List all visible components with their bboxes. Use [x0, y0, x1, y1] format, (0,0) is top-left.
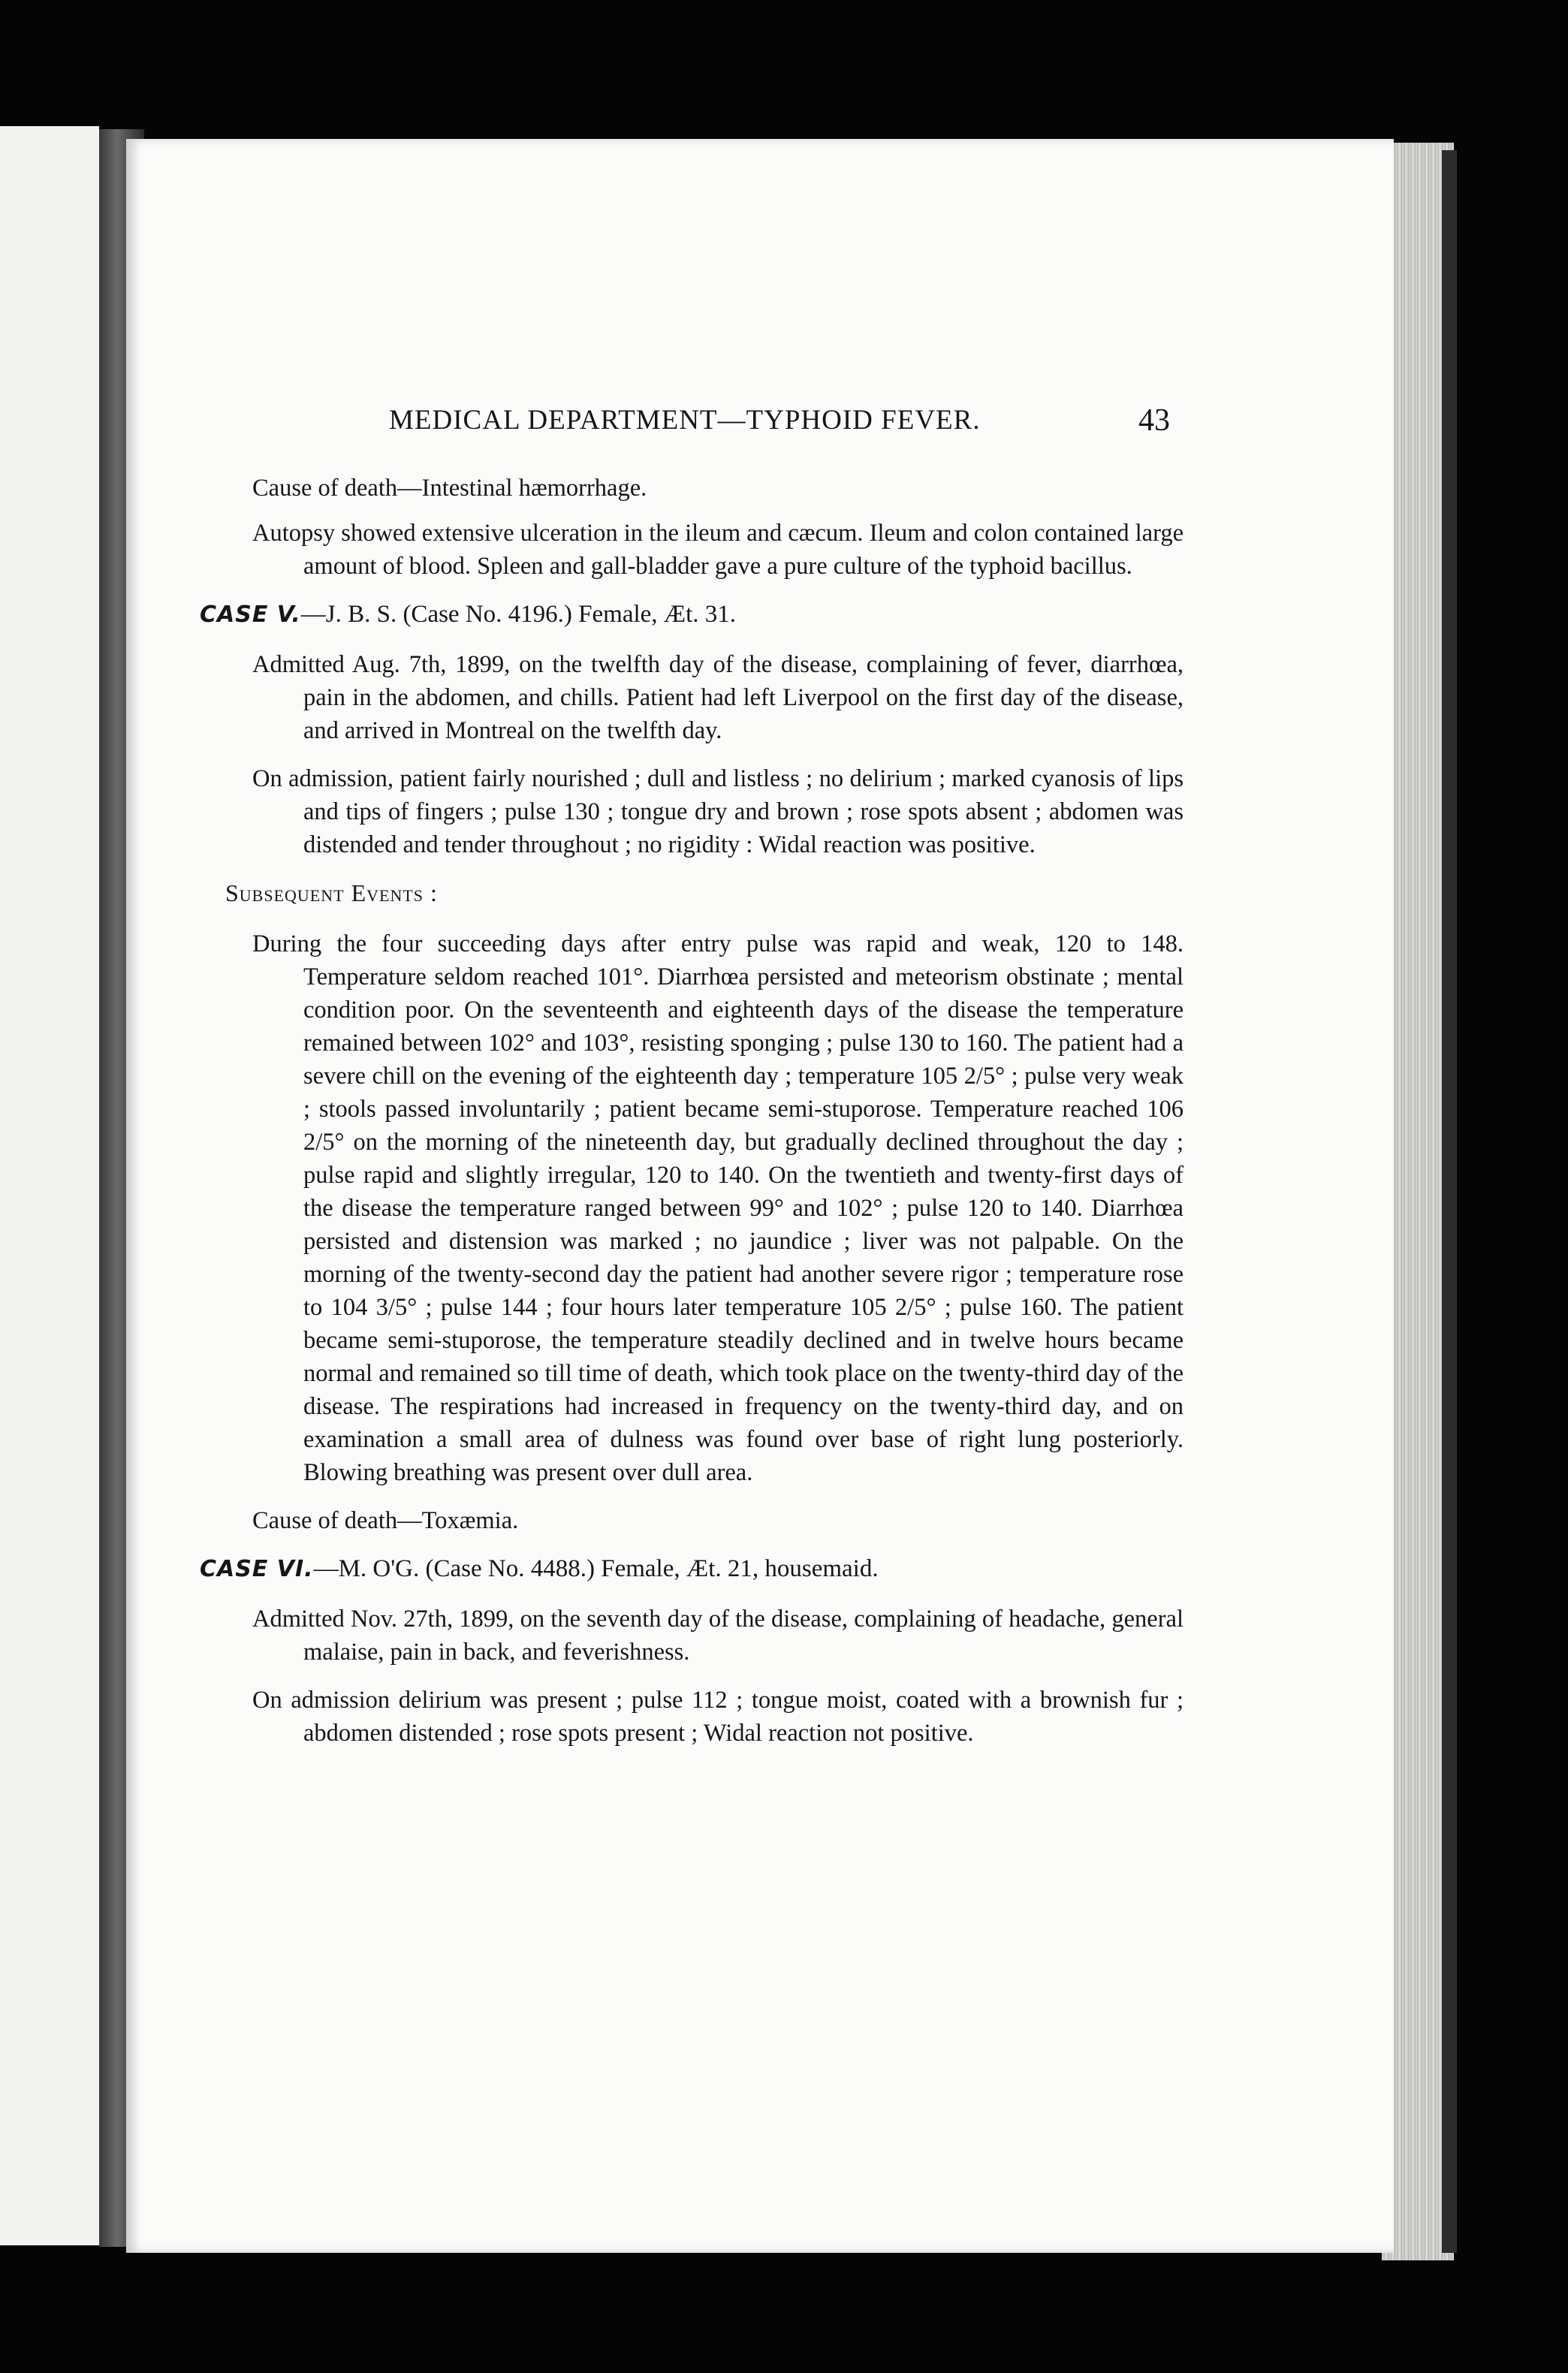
- case5-admitted: Admitted Aug. 7th, 1899, on the twelfth day of the disease, complaining of fever, diarrhœa, pain in the abdomen, and chills. Patient had left Liverpool on the first day of the disease, and arrived in Montreal on the twelfth day.: [252, 651, 1184, 744]
- running-header: MEDICAL DEPARTMENT—TYPHOID FEVER.: [389, 405, 981, 436]
- case5-heading: [200, 598, 1184, 632]
- page-number: 43: [1138, 403, 1170, 438]
- case6-heading: [200, 1552, 1184, 1586]
- case4-cause-of-death: Cause of death—Intestinal hæmorrhage.: [252, 475, 647, 502]
- case6-admitted: Admitted Nov. 27th, 1899, on the seventh day of the disease, complaining of headache, general malaise, pain in back, and feverishness.: [252, 1606, 1184, 1666]
- case5-subsequent-events: During the four succeeding days after entry pulse was rapid and weak, 120 to 148. Temperature seldom reached 101°. Diarrhœa persisted and meteorism obstinate ; mental condition poor. On the seventeenth and eighteenth days of the disease the temperature remained between 102° and 103°, resisting sponging ; pulse 130 to 160. The patient had a severe chill on the evening of the eighteenth day ; temperature 105 2/5° ; pulse very weak ; stools passed involuntarily ; patient became semi-stuporose. Temperature reached 106 2/5° on the morning of the nineteenth day, but gradually declined throughout the day ; pulse rapid and slightly irregular, 120 to 140. On the twentieth and twenty-first days of the disease the temperature ranged between 99° and 102° ; pulse 120 to 140. Diarrhœa persisted and distension was marked ; no jaundice ; liver was not palpable. On the morning of the twenty-second day the patient had another severe rigor ; temperature rose to 104 3/5° ; pulse 144 ; four hours later temperature 105 2/5° ; pulse 160. The patient became semi-stuporose, the temperature steadily declined and in twelve hours became normal and remained so till time of death, which took place on the twenty-third day of the disease. The respirations had increased in frequency on the twenty-third day, and on examination a small area of dulness was found over base of right lung posteriorly. Blowing breathing was present over dull area.: [252, 930, 1184, 1486]
- case5-subsequent-events-heading: Subsequent Events :: [225, 879, 438, 906]
- facing-page-sliver: [0, 126, 99, 2245]
- page-body: [200, 472, 1184, 1765]
- page-fore-edge-shadow: [1442, 150, 1457, 2253]
- case5-cause-of-death: Cause of death—Toxæmia.: [252, 1507, 519, 1534]
- case5-on-admission: On admission, patient fairly nourished ; dull and listless ; no delirium ; marked cyanosis of lips and tips of fingers ; pulse 130 ; tongue dry and brown ; rose spots absent ; abdomen was distended and tender throughout ; no rigidity : Widal reaction was positive.: [252, 765, 1184, 858]
- case6-on-admission: On admission delirium was present ; pulse 112 ; tongue moist, coated with a brownish fur ; abdomen distended ; rose spots present ; Widal reaction not positive.: [252, 1687, 1184, 1747]
- case6-label: CASE VI.: [200, 1556, 314, 1582]
- case6-heading-text: —M. O'G. (Case No. 4488.) Female, Æt. 21, housemaid.: [313, 1555, 879, 1582]
- case5-heading-text: —J. B. S. (Case No. 4196.) Female, Æt. 31.: [300, 601, 737, 628]
- case5-label: CASE V.: [200, 602, 301, 628]
- case4-autopsy: Autopsy showed extensive ulceration in the ileum and cæcum. Ileum and colon contained large amount of blood. Spleen and gall-bladder gave a pure culture of the typhoid bacillus.: [252, 520, 1184, 580]
